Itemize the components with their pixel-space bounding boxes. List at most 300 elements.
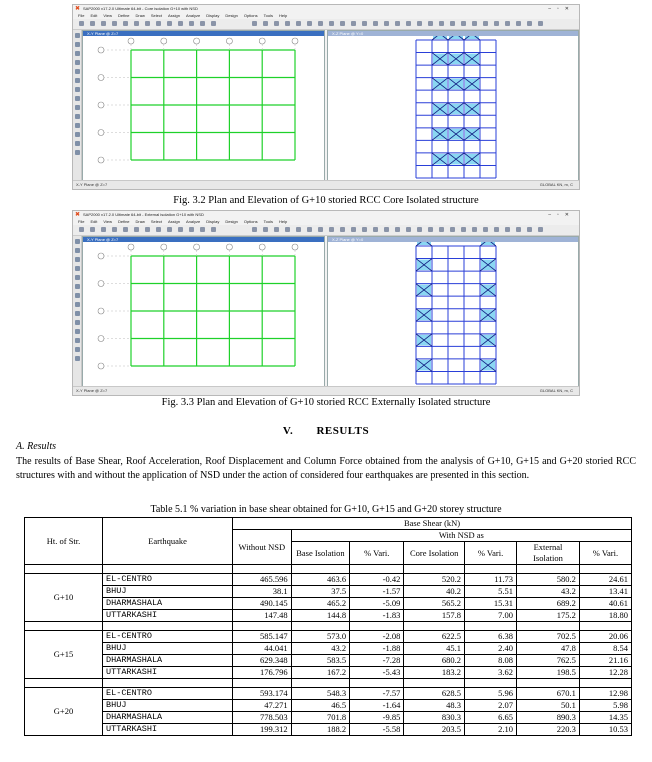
toolbar-button-icon[interactable] bbox=[395, 21, 400, 26]
toolbar-button-icon[interactable] bbox=[538, 227, 543, 232]
section-heading bbox=[0, 425, 652, 437]
height-cell: G+15 bbox=[25, 631, 103, 679]
earthquake-cell: DHARMASHALA bbox=[103, 598, 233, 610]
left-toolbar bbox=[73, 236, 82, 387]
without-nsd-cell: 778.503 bbox=[233, 712, 292, 724]
grid-bubble-icon bbox=[98, 336, 104, 342]
table-spacer-row bbox=[25, 565, 632, 574]
side-tool-icon[interactable] bbox=[75, 257, 80, 262]
toolbar-button-icon[interactable] bbox=[318, 21, 323, 26]
earthquake-cell: UTTARKASHI bbox=[103, 610, 233, 622]
toolbar-button-icon[interactable] bbox=[145, 21, 150, 26]
window-title: SAP2000 v17.2.0 Ultimate 64-bit - Core isolation G+10 with NSD bbox=[83, 6, 198, 11]
status-right: GLOBAL KN, m, C bbox=[539, 182, 573, 187]
height-cell: G+10 bbox=[25, 574, 103, 622]
earthquake-cell: EL-CENTRO bbox=[103, 631, 233, 643]
header-earthquake: Earthquake bbox=[103, 518, 233, 565]
toolbar-button-icon[interactable] bbox=[340, 21, 345, 26]
toolbar-button-icon[interactable] bbox=[189, 227, 194, 232]
side-tool-icon[interactable] bbox=[75, 320, 80, 325]
elevation-view-pane[interactable] bbox=[327, 30, 579, 181]
toolbar-button-icon[interactable] bbox=[285, 21, 290, 26]
base-isolation-cell: 463.6 bbox=[291, 574, 350, 586]
menu-tools[interactable]: Tools bbox=[263, 13, 273, 18]
side-tool-icon[interactable] bbox=[75, 141, 80, 146]
side-tool-icon[interactable] bbox=[75, 105, 80, 110]
without-nsd-cell: 38.1 bbox=[233, 586, 292, 598]
toolbar-button-icon[interactable] bbox=[461, 21, 466, 26]
figure-caption-3-3: Fig. 3.3 Plan and Elevation of G+10 storied RCC Externally Isolated structure bbox=[161, 397, 491, 408]
menu-view[interactable]: View bbox=[103, 219, 112, 224]
toolbar-button-icon[interactable] bbox=[296, 21, 301, 26]
toolbar-button-icon[interactable] bbox=[329, 227, 334, 232]
earthquake-cell: EL-CENTRO bbox=[103, 688, 233, 700]
core-isolation-cell: 45.1 bbox=[404, 643, 465, 655]
table-row bbox=[25, 598, 632, 610]
toolbar-button-icon[interactable] bbox=[200, 227, 205, 232]
table-row bbox=[25, 631, 632, 643]
elev-pane-title: X-Z Plane @ Y=0 bbox=[328, 31, 578, 36]
menu-file[interactable]: File bbox=[78, 13, 85, 18]
header-without-nsd: Without NSD bbox=[233, 530, 292, 565]
table-row bbox=[25, 688, 632, 700]
toolbar-button-icon[interactable] bbox=[252, 227, 257, 232]
toolbar-button-icon[interactable] bbox=[79, 21, 84, 26]
base-variation-cell: -1.64 bbox=[350, 700, 404, 712]
toolbar-button-icon[interactable] bbox=[123, 21, 128, 26]
toolbar-button-icon[interactable] bbox=[516, 227, 521, 232]
external-variation-cell: 14.35 bbox=[579, 712, 631, 724]
toolbar-button-icon[interactable] bbox=[274, 227, 279, 232]
toolbar-button-icon[interactable] bbox=[384, 227, 389, 232]
external-isolation-cell: 670.1 bbox=[517, 688, 580, 700]
sap2000-screenshot-external bbox=[72, 210, 580, 396]
plan-view-pane[interactable] bbox=[82, 236, 325, 387]
menu-options[interactable]: Options bbox=[243, 219, 258, 224]
grid-bubble-icon bbox=[194, 244, 200, 250]
toolbar-button-icon[interactable] bbox=[417, 227, 422, 232]
table-row bbox=[25, 643, 632, 655]
side-tool-icon[interactable] bbox=[75, 123, 80, 128]
toolbar-button-icon[interactable] bbox=[329, 21, 334, 26]
toolbar-button-icon[interactable] bbox=[211, 227, 216, 232]
side-tool-icon[interactable] bbox=[75, 96, 80, 101]
elev-pane-title: X-Z Plane @ Y=0 bbox=[328, 237, 578, 242]
toolbar-button-icon[interactable] bbox=[494, 21, 499, 26]
plan-grid-drawing bbox=[83, 242, 324, 388]
core-isolation-cell: 40.2 bbox=[404, 586, 465, 598]
earthquake-cell: DHARMASHALA bbox=[103, 655, 233, 667]
external-isolation-cell: 702.5 bbox=[517, 631, 580, 643]
grid-bubble-icon bbox=[98, 47, 104, 53]
toolbar-button-icon[interactable] bbox=[167, 227, 172, 232]
toolbar-button-icon[interactable] bbox=[362, 227, 367, 232]
core-variation-cell: 7.00 bbox=[465, 610, 517, 622]
plan-view-pane[interactable] bbox=[82, 30, 325, 181]
external-variation-cell: 24.61 bbox=[579, 574, 631, 586]
without-nsd-cell: 585.147 bbox=[233, 631, 292, 643]
grid-bubble-icon bbox=[292, 38, 298, 44]
menu-define[interactable]: Define bbox=[117, 219, 130, 224]
menu-display[interactable]: Display bbox=[206, 13, 220, 18]
toolbar-button-icon[interactable] bbox=[101, 227, 106, 232]
results-table bbox=[24, 517, 632, 736]
side-tool-icon[interactable] bbox=[75, 284, 80, 289]
table-row bbox=[25, 700, 632, 712]
base-isolation-cell: 548.3 bbox=[291, 688, 350, 700]
toolbar-button-icon[interactable] bbox=[351, 227, 356, 232]
toolbar-button-icon[interactable] bbox=[200, 21, 205, 26]
table-row bbox=[25, 610, 632, 622]
core-variation-cell: 6.65 bbox=[465, 712, 517, 724]
external-isolation-cell: 43.2 bbox=[517, 586, 580, 598]
table-spacer-row bbox=[25, 622, 632, 631]
toolbar-button-icon[interactable] bbox=[406, 227, 411, 232]
side-tool-icon[interactable] bbox=[75, 78, 80, 83]
external-variation-cell: 21.16 bbox=[579, 655, 631, 667]
grid-bubble-icon bbox=[259, 244, 265, 250]
toolbar-button-icon[interactable] bbox=[472, 21, 477, 26]
side-tool-icon[interactable] bbox=[75, 329, 80, 334]
header-variation: % Vari. bbox=[465, 542, 517, 565]
toolbar-button-icon[interactable] bbox=[406, 21, 411, 26]
base-variation-cell: -1.83 bbox=[350, 610, 404, 622]
base-isolation-cell: 43.2 bbox=[291, 643, 350, 655]
without-nsd-cell: 47.271 bbox=[233, 700, 292, 712]
grid-bubble-icon bbox=[98, 157, 104, 163]
external-isolation-cell: 50.1 bbox=[517, 700, 580, 712]
table-row bbox=[25, 574, 632, 586]
grid-bubble-icon bbox=[98, 102, 104, 108]
toolbar-button-icon[interactable] bbox=[90, 227, 95, 232]
base-isolation-cell: 167.2 bbox=[291, 667, 350, 679]
side-tool-icon[interactable] bbox=[75, 150, 80, 155]
toolbar-button-icon[interactable] bbox=[450, 21, 455, 26]
external-variation-cell: 10.53 bbox=[579, 724, 631, 736]
core-variation-cell: 2.07 bbox=[465, 700, 517, 712]
toolbar-button-icon[interactable] bbox=[494, 227, 499, 232]
side-tool-icon[interactable] bbox=[75, 347, 80, 352]
core-isolation-cell: 520.2 bbox=[404, 574, 465, 586]
toolbar bbox=[73, 225, 579, 236]
toolbar-button-icon[interactable] bbox=[145, 227, 150, 232]
menu-display[interactable]: Display bbox=[206, 219, 220, 224]
toolbar-button-icon[interactable] bbox=[307, 21, 312, 26]
toolbar-button-icon[interactable] bbox=[263, 21, 268, 26]
table-row bbox=[25, 586, 632, 598]
table-caption: Table 5.1 % variation in base shear obtained for G+10, G+15 and G+20 storey structure bbox=[150, 504, 502, 515]
menu-select[interactable]: Select bbox=[150, 219, 162, 224]
status-bar bbox=[73, 180, 579, 189]
toolbar-button-icon[interactable] bbox=[112, 21, 117, 26]
header-base-isolation: Base Isolation bbox=[291, 542, 350, 565]
table-row bbox=[25, 712, 632, 724]
toolbar-button-icon[interactable] bbox=[307, 227, 312, 232]
section-number: V. bbox=[282, 425, 294, 437]
grid-bubble-icon bbox=[226, 38, 232, 44]
toolbar-button-icon[interactable] bbox=[439, 21, 444, 26]
header-base-shear: Base Shear (kN) bbox=[233, 518, 632, 530]
elevation-view-pane[interactable] bbox=[327, 236, 579, 387]
menu-tools[interactable]: Tools bbox=[263, 219, 273, 224]
toolbar-button-icon[interactable] bbox=[211, 21, 216, 26]
external-variation-cell: 20.06 bbox=[579, 631, 631, 643]
side-tool-icon[interactable] bbox=[75, 114, 80, 119]
height-cell: G+20 bbox=[25, 688, 103, 736]
core-variation-cell: 2.10 bbox=[465, 724, 517, 736]
toolbar-button-icon[interactable] bbox=[362, 21, 367, 26]
toolbar-button-icon[interactable] bbox=[384, 21, 389, 26]
header-variation: % Vari. bbox=[579, 542, 631, 565]
external-variation-cell: 12.98 bbox=[579, 688, 631, 700]
core-isolation-cell: 203.5 bbox=[404, 724, 465, 736]
grid-bubble-icon bbox=[194, 38, 200, 44]
toolbar-button-icon[interactable] bbox=[417, 21, 422, 26]
grid-bubble-icon bbox=[98, 130, 104, 136]
external-variation-cell: 12.28 bbox=[579, 667, 631, 679]
toolbar-button-icon[interactable] bbox=[527, 227, 532, 232]
toolbar-button-icon[interactable] bbox=[156, 227, 161, 232]
toolbar-button-icon[interactable] bbox=[373, 21, 378, 26]
menu-draw[interactable]: Draw bbox=[135, 219, 145, 224]
menu-view[interactable]: View bbox=[103, 13, 112, 18]
window-controls[interactable]: –▫✕ bbox=[548, 212, 575, 218]
side-tool-icon[interactable] bbox=[75, 338, 80, 343]
menu-options[interactable]: Options bbox=[243, 13, 258, 18]
sap2000-screenshot-core bbox=[72, 4, 580, 190]
toolbar-button-icon[interactable] bbox=[351, 21, 356, 26]
external-variation-cell: 8.54 bbox=[579, 643, 631, 655]
menu-help[interactable]: Help bbox=[278, 13, 288, 18]
side-tool-icon[interactable] bbox=[75, 60, 80, 65]
base-variation-cell: -9.85 bbox=[350, 712, 404, 724]
base-variation-cell: -5.09 bbox=[350, 598, 404, 610]
toolbar-button-icon[interactable] bbox=[439, 227, 444, 232]
earthquake-cell: EL-CENTRO bbox=[103, 574, 233, 586]
core-variation-cell: 2.40 bbox=[465, 643, 517, 655]
core-isolation-cell: 565.2 bbox=[404, 598, 465, 610]
toolbar-button-icon[interactable] bbox=[156, 21, 161, 26]
side-tool-icon[interactable] bbox=[75, 132, 80, 137]
side-tool-icon[interactable] bbox=[75, 51, 80, 56]
grid-bubble-icon bbox=[128, 38, 134, 44]
core-isolation-cell: 628.5 bbox=[404, 688, 465, 700]
toolbar-button-icon[interactable] bbox=[252, 21, 257, 26]
elevation-frame-drawing bbox=[328, 36, 578, 182]
side-tool-icon[interactable] bbox=[75, 356, 80, 361]
base-isolation-cell: 465.2 bbox=[291, 598, 350, 610]
window-title-bar bbox=[73, 211, 579, 219]
menu-file[interactable]: File bbox=[78, 219, 85, 224]
grid-bubble-icon bbox=[98, 253, 104, 259]
toolbar-button-icon[interactable] bbox=[134, 21, 139, 26]
side-tool-icon[interactable] bbox=[75, 248, 80, 253]
external-isolation-cell: 175.2 bbox=[517, 610, 580, 622]
sap-logo-icon: ✖ bbox=[75, 212, 81, 218]
toolbar-button-icon[interactable] bbox=[428, 21, 433, 26]
elevation-frame-drawing bbox=[328, 242, 578, 388]
toolbar-button-icon[interactable] bbox=[450, 227, 455, 232]
side-tool-icon[interactable] bbox=[75, 239, 80, 244]
body-paragraph: The results of Base Shear, Roof Acceleration, Roof Displacement and Column Force obtained from the analysis of G+10, G+15 and G+20 storied RCC structures with and without the application of NSD under the action of considered four earthquakes are presented in this section. bbox=[16, 456, 636, 481]
figure-caption-3-2: Fig. 3.2 Plan and Elevation of G+10 storied RCC Core Isolated structure bbox=[173, 195, 479, 206]
subsection-heading: A. Results bbox=[16, 441, 56, 452]
toolbar-button-icon[interactable] bbox=[483, 21, 488, 26]
window-title-bar bbox=[73, 5, 579, 13]
window-title: SAP2000 v17.2.0 Ultimate 64-bit - External isolation G+10 with NSD bbox=[83, 212, 204, 217]
base-isolation-cell: 37.5 bbox=[291, 586, 350, 598]
toolbar-button-icon[interactable] bbox=[483, 227, 488, 232]
base-variation-cell: -5.43 bbox=[350, 667, 404, 679]
base-variation-cell: -1.88 bbox=[350, 643, 404, 655]
toolbar bbox=[73, 19, 579, 30]
toolbar-button-icon[interactable] bbox=[505, 21, 510, 26]
earthquake-cell: BHUJ bbox=[103, 700, 233, 712]
external-isolation-cell: 890.3 bbox=[517, 712, 580, 724]
toolbar-button-icon[interactable] bbox=[123, 227, 128, 232]
without-nsd-cell: 199.312 bbox=[233, 724, 292, 736]
base-isolation-cell: 188.2 bbox=[291, 724, 350, 736]
toolbar-button-icon[interactable] bbox=[516, 21, 521, 26]
base-variation-cell: -7.57 bbox=[350, 688, 404, 700]
toolbar-button-icon[interactable] bbox=[340, 227, 345, 232]
menu-analyze[interactable]: Analyze bbox=[186, 219, 201, 224]
grid-bubble-icon bbox=[98, 308, 104, 314]
grid-bubble-icon bbox=[161, 38, 167, 44]
core-variation-cell: 5.51 bbox=[465, 586, 517, 598]
table-row bbox=[25, 724, 632, 736]
toolbar-button-icon[interactable] bbox=[134, 227, 139, 232]
core-variation-cell: 6.38 bbox=[465, 631, 517, 643]
toolbar-button-icon[interactable] bbox=[189, 21, 194, 26]
base-isolation-cell: 144.8 bbox=[291, 610, 350, 622]
base-variation-cell: -7.28 bbox=[350, 655, 404, 667]
earthquake-cell: BHUJ bbox=[103, 643, 233, 655]
toolbar-button-icon[interactable] bbox=[318, 227, 323, 232]
menu-edit[interactable]: Edit bbox=[90, 13, 98, 18]
toolbar-button-icon[interactable] bbox=[296, 227, 301, 232]
grid-bubble-icon bbox=[98, 75, 104, 81]
side-tool-icon[interactable] bbox=[75, 69, 80, 74]
without-nsd-cell: 629.348 bbox=[233, 655, 292, 667]
external-variation-cell: 5.98 bbox=[579, 700, 631, 712]
toolbar-button-icon[interactable] bbox=[395, 227, 400, 232]
side-tool-icon[interactable] bbox=[75, 302, 80, 307]
menu-edit[interactable]: Edit bbox=[90, 219, 98, 224]
without-nsd-cell: 147.48 bbox=[233, 610, 292, 622]
base-isolation-cell: 573.0 bbox=[291, 631, 350, 643]
external-isolation-cell: 220.3 bbox=[517, 724, 580, 736]
toolbar-button-icon[interactable] bbox=[461, 227, 466, 232]
toolbar-button-icon[interactable] bbox=[538, 21, 543, 26]
core-isolation-cell: 622.5 bbox=[404, 631, 465, 643]
toolbar-button-icon[interactable] bbox=[373, 227, 378, 232]
base-isolation-cell: 46.5 bbox=[291, 700, 350, 712]
grid-bubble-icon bbox=[161, 244, 167, 250]
status-left: X-Y Plane @ Z=7 bbox=[76, 388, 108, 393]
side-tool-icon[interactable] bbox=[75, 87, 80, 92]
toolbar-button-icon[interactable] bbox=[178, 227, 183, 232]
sap-logo-icon: ✖ bbox=[75, 6, 81, 12]
header-core-isolation: Core Isolation bbox=[404, 542, 465, 565]
table-row bbox=[25, 667, 632, 679]
external-isolation-cell: 762.5 bbox=[517, 655, 580, 667]
toolbar-button-icon[interactable] bbox=[90, 21, 95, 26]
grid-bubble-icon bbox=[98, 363, 104, 369]
without-nsd-cell: 593.174 bbox=[233, 688, 292, 700]
external-isolation-cell: 198.5 bbox=[517, 667, 580, 679]
menu-define[interactable]: Define bbox=[117, 13, 130, 18]
toolbar-button-icon[interactable] bbox=[112, 227, 117, 232]
side-tool-icon[interactable] bbox=[75, 266, 80, 271]
menu-design[interactable]: Design bbox=[225, 13, 238, 18]
without-nsd-cell: 44.041 bbox=[233, 643, 292, 655]
core-isolation-cell: 183.2 bbox=[404, 667, 465, 679]
core-variation-cell: 8.08 bbox=[465, 655, 517, 667]
menu-draw[interactable]: Draw bbox=[135, 13, 145, 18]
toolbar-button-icon[interactable] bbox=[472, 227, 477, 232]
status-bar bbox=[73, 386, 579, 395]
core-variation-cell: 5.96 bbox=[465, 688, 517, 700]
earthquake-cell: DHARMASHALA bbox=[103, 712, 233, 724]
earthquake-cell: BHUJ bbox=[103, 586, 233, 598]
menu-assign[interactable]: Assign bbox=[168, 219, 181, 224]
external-isolation-cell: 47.8 bbox=[517, 643, 580, 655]
menu-help[interactable]: Help bbox=[278, 219, 288, 224]
external-isolation-cell: 689.2 bbox=[517, 598, 580, 610]
earthquake-cell: UTTARKASHI bbox=[103, 667, 233, 679]
toolbar-button-icon[interactable] bbox=[79, 227, 84, 232]
plan-grid-drawing bbox=[83, 36, 324, 182]
menu-select[interactable]: Select bbox=[150, 13, 162, 18]
side-tool-icon[interactable] bbox=[75, 42, 80, 47]
toolbar-button-icon[interactable] bbox=[428, 227, 433, 232]
menu-analyze[interactable]: Analyze bbox=[186, 13, 201, 18]
table-spacer-row bbox=[25, 679, 632, 688]
without-nsd-cell: 490.145 bbox=[233, 598, 292, 610]
grid-bubble-icon bbox=[259, 38, 265, 44]
core-variation-cell: 11.73 bbox=[465, 574, 517, 586]
side-tool-icon[interactable] bbox=[75, 293, 80, 298]
core-variation-cell: 15.31 bbox=[465, 598, 517, 610]
side-tool-icon[interactable] bbox=[75, 311, 80, 316]
toolbar-button-icon[interactable] bbox=[274, 21, 279, 26]
toolbar-button-icon[interactable] bbox=[263, 227, 268, 232]
table-row bbox=[25, 655, 632, 667]
plan-pane-title: X-Y Plane @ Z=7 bbox=[83, 237, 324, 242]
window-controls[interactable]: –▫✕ bbox=[548, 6, 575, 12]
grid-bubble-icon bbox=[292, 244, 298, 250]
menu-assign[interactable]: Assign bbox=[168, 13, 181, 18]
status-right: GLOBAL KN, m, C bbox=[539, 388, 573, 393]
header-with-nsd: With NSD as bbox=[291, 530, 631, 542]
toolbar-button-icon[interactable] bbox=[285, 227, 290, 232]
toolbar-button-icon[interactable] bbox=[101, 21, 106, 26]
toolbar-button-icon[interactable] bbox=[167, 21, 172, 26]
menu-design[interactable]: Design bbox=[225, 219, 238, 224]
toolbar-button-icon[interactable] bbox=[505, 227, 510, 232]
base-variation-cell: -1.57 bbox=[350, 586, 404, 598]
without-nsd-cell: 176.796 bbox=[233, 667, 292, 679]
header-height: Ht. of Str. bbox=[25, 518, 103, 565]
side-tool-icon[interactable] bbox=[75, 33, 80, 38]
base-isolation-cell: 583.5 bbox=[291, 655, 350, 667]
earthquake-cell: UTTARKASHI bbox=[103, 724, 233, 736]
side-tool-icon[interactable] bbox=[75, 275, 80, 280]
external-isolation-cell: 580.2 bbox=[517, 574, 580, 586]
toolbar-button-icon[interactable] bbox=[178, 21, 183, 26]
toolbar-button-icon[interactable] bbox=[527, 21, 532, 26]
